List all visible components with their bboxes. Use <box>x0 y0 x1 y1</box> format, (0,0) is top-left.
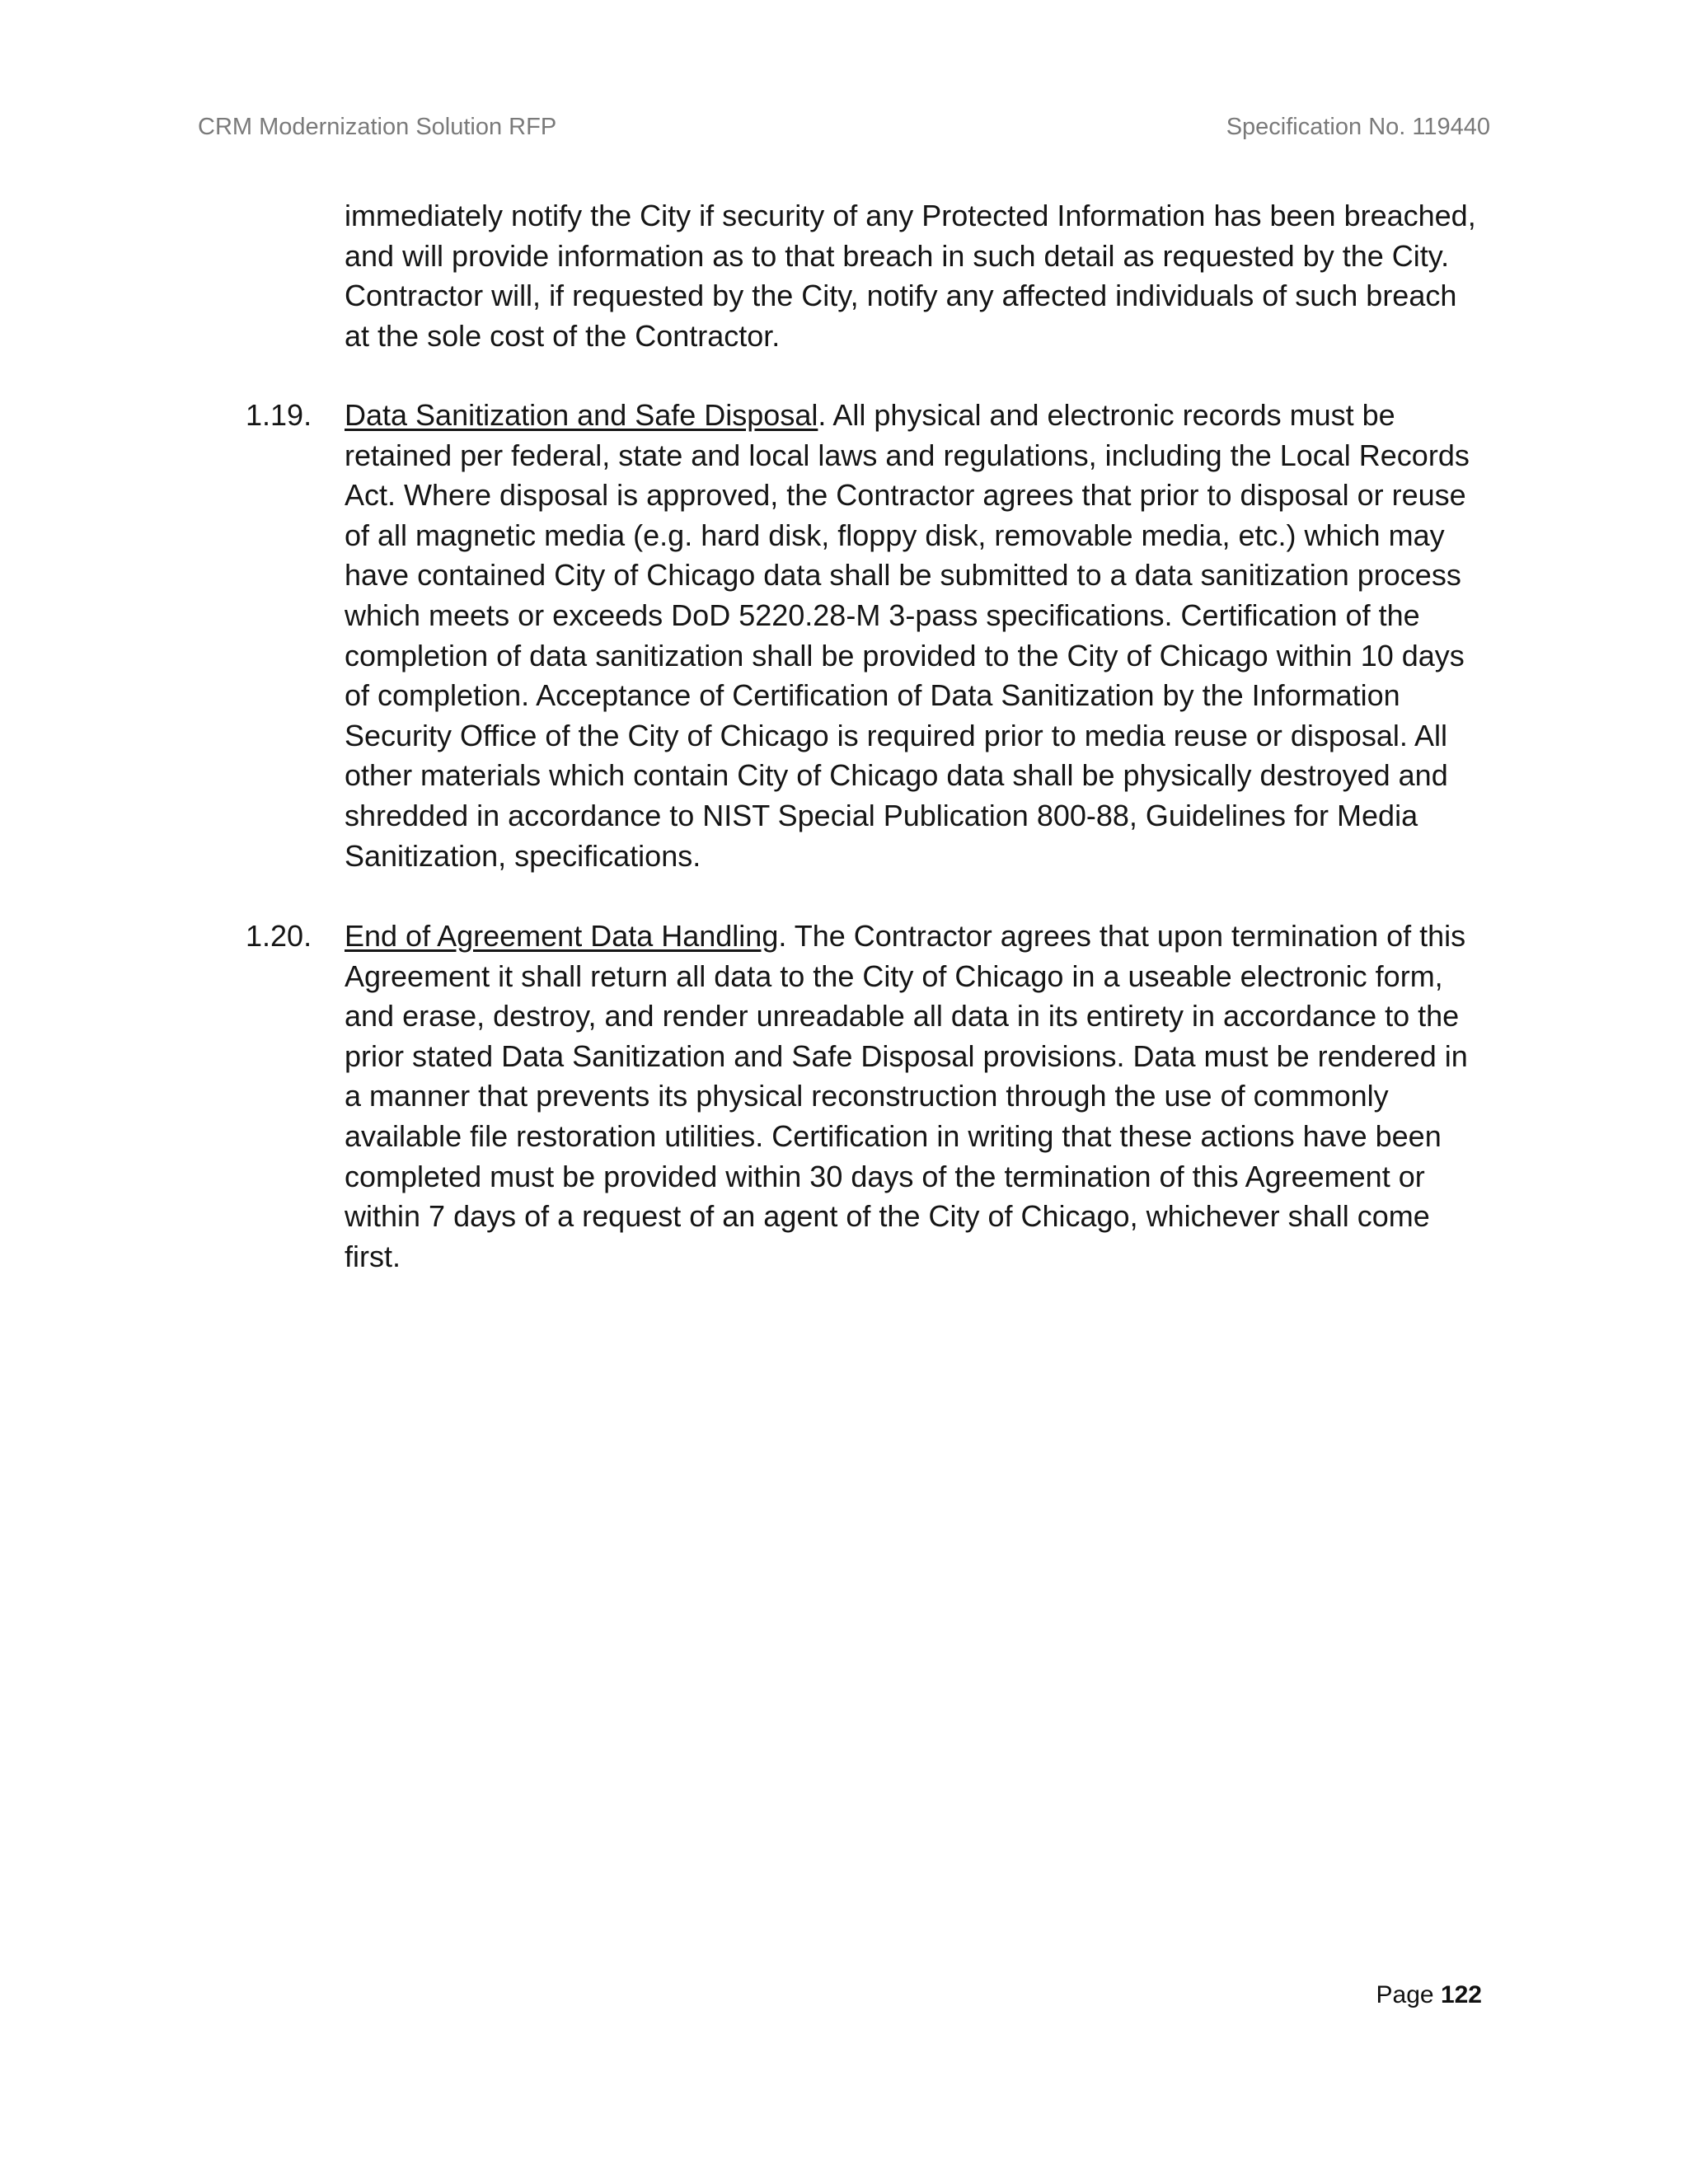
section-heading: End of Agreement Data Handling <box>345 919 779 953</box>
page-footer <box>1376 1981 1482 2009</box>
page-number: 122 <box>1440 1981 1482 2008</box>
section-body: . The Contractor agrees that upon termination of this Agreement it shall return all data to the City of Chicago in a useable electronic form, and erase, destroy, and render unreadable all data in its entirety in accordance to the prior stated Data Sanitization and Safe Disposal provisions. Data must be rendered in a manner that prevents its physical reconstruction through the use of commonly available file restoration utilities. Certification in writing that these actions have been completed must be provided within 30 days of the termination of this Agreement or within 7 days of a request of an agent of the City of Chicago, whichever shall come first. <box>345 919 1468 1273</box>
continuation-paragraph: immediately notify the City if security of any Protected Information has been breached, and will provide information as to that breach in such detail as requested by the City. Contractor will, if requested by the City, notify any affected individuals of such breach at the sole cost of the Contractor. <box>345 199 1476 353</box>
section-heading: Data Sanitization and Safe Disposal <box>345 398 818 432</box>
section-number: 1.20. <box>246 919 312 953</box>
section-1-20 <box>246 916 1482 1277</box>
page-header <box>198 109 1490 145</box>
section-number: 1.19. <box>246 398 312 432</box>
page-label: Page <box>1376 1981 1434 2008</box>
section-content <box>345 916 1482 1277</box>
section-1-19 <box>246 396 1482 876</box>
header-document-title: CRM Modernization Solution RFP <box>198 113 557 140</box>
section-content <box>345 396 1482 876</box>
section-body: . All physical and electronic records must be retained per federal, state and local laws and regulations, including the Local Records Act. Where disposal is approved, the Contractor agrees that prior to disposal or reuse of all magnetic media (e.g. hard disk, floppy disk, removable media, etc.) which may have contained City of Chicago data shall be submitted to a data sanitization process which meets or exceeds DoD 5220.28-M 3-pass specifications. Certification of the completion of data sanitization shall be provided to the City of Chicago within 10 days of completion. Acceptance of Certification of Data Sanitization by the Information Security Office of the City of Chicago is required prior to media reuse or disposal. All other materials which contain City of Chicago data shall be physically destroyed and shredded in accordance to NIST Special Publication 800-88, Guidelines for Media Sanitization, specifications. <box>345 398 1470 873</box>
header-specification-number: Specification No. 119440 <box>1226 113 1490 140</box>
